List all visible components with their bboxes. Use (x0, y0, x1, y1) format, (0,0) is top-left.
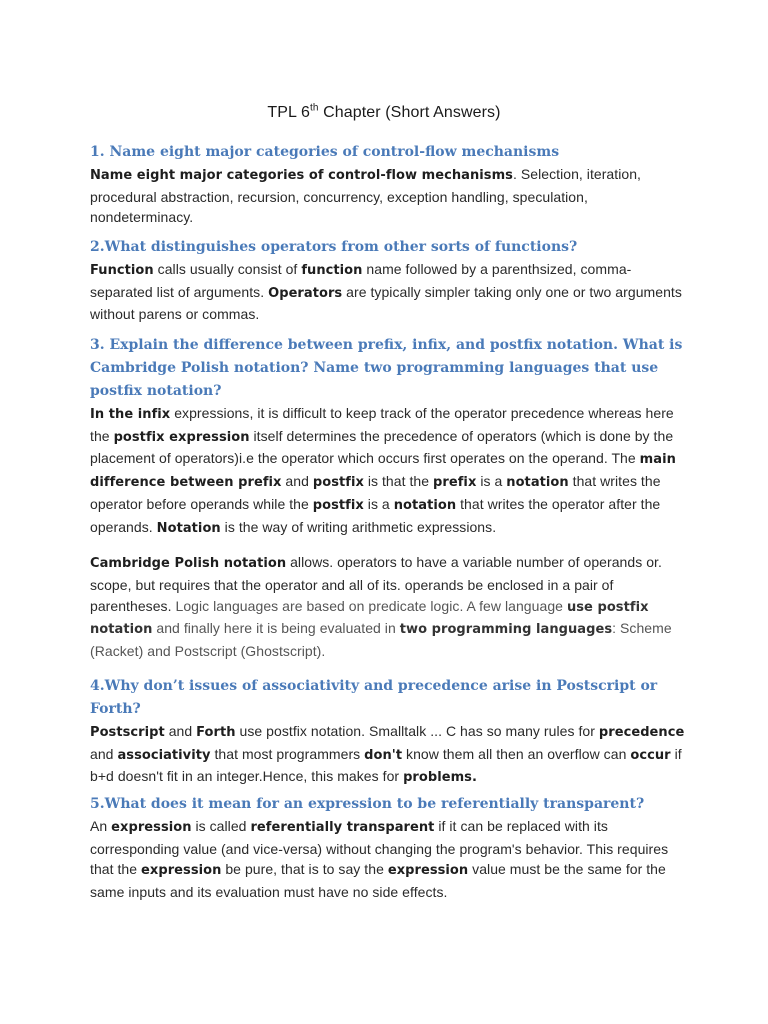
answer-paragraph (90, 403, 690, 539)
bold-term: problems. (403, 770, 477, 786)
text-run: itself determines the precedence of operators (which is done by the placement of operators)i.e the operator which occurs first operates on the operand. The (90, 427, 674, 467)
bold-term: main difference between prefix (90, 452, 676, 491)
bold-term: postfix (312, 497, 364, 513)
muted-text (152, 620, 399, 636)
answer-paragraph (90, 721, 690, 789)
title-main: TPL 6 (267, 104, 310, 121)
title-rest: Chapter (Short Answers) (318, 104, 501, 121)
title-superscript: th (310, 102, 319, 114)
text-run: and (164, 723, 197, 739)
text-run: and (281, 473, 313, 490)
section-2 (90, 236, 690, 325)
answer-paragraph (90, 259, 690, 325)
question-heading: 2.What distinguishes operators from other sorts of functions? (90, 239, 578, 255)
bold-term: Forth (196, 725, 236, 740)
text-run: value must be the same for the same inputs and its evaluation must have no side effects. (90, 861, 666, 901)
question-heading: 4.Why don’t issues of associativity and precedence arise in Postscript or Forth? (90, 678, 658, 717)
text-run: : Scheme (Racket) and Postscript (Ghostscript). (90, 620, 672, 660)
text-run: know them all then an overflow can (402, 745, 631, 762)
text-run: that writes the operator before operands while the (90, 473, 661, 512)
section-5 (90, 793, 690, 903)
answer-paragraph (90, 816, 690, 903)
bold-term: occur (630, 747, 671, 763)
bold-term: use postfix notation (90, 599, 649, 638)
text-run: allows. operators to have a variable number of operands or. scope, but requires that the operator and all of its. operands be enclosed in a pair of parentheses. (90, 554, 662, 614)
section-1 (90, 141, 690, 228)
question-heading: 3. Explain the difference between prefix, infix, and postfix notation. What is Cambridge Polish notation? Name two programming languages that use postfix notation? (90, 337, 683, 399)
bold-term: Function (90, 263, 154, 278)
text-run: if it can be replaced with its corresponding value (and vice-versa) without changing the program's behavior. This requires that the (90, 818, 669, 878)
bold-term: associativity (117, 747, 211, 763)
section-3 (90, 334, 690, 662)
answer-paragraph (90, 552, 690, 662)
bold-term: postfix expression (113, 429, 250, 445)
bold-term: expression (387, 863, 469, 879)
text-run: . Selection, iteration, procedural abstraction, recursion, concurrency, exception handling, speculation, nondeterminacy. (90, 166, 641, 226)
bold-term: expression (111, 820, 192, 835)
muted-text (175, 598, 566, 614)
text-run: if b+d doesn't fit in an integer.Hence, this makes for (90, 745, 682, 785)
bold-term: In the infix (90, 407, 171, 422)
section-4 (90, 675, 690, 789)
bold-term: expression (141, 863, 222, 879)
bold-term: notation (506, 475, 569, 491)
text-run: use postfix notation. Smalltalk ... C has so many rules for (235, 723, 599, 739)
text-run: that most programmers (210, 745, 365, 762)
text-run: calls usually consist of (153, 261, 302, 277)
text-run: Logic languages are based on predicate logic. A few language (175, 597, 567, 614)
bold-term: postfix (312, 475, 364, 491)
bold-term: function (301, 263, 363, 278)
page-title (0, 104, 768, 122)
bold-term: prefix (433, 475, 477, 491)
text-run: An (90, 818, 112, 834)
bold-term: Cambridge Polish notation (90, 556, 287, 572)
text-run: is called (191, 818, 251, 834)
muted-text (400, 620, 612, 636)
text-run: expressions, it is difficult to keep track of the operator precedence whereas here the (90, 405, 674, 444)
bold-term: Notation (156, 520, 221, 536)
text-run: name followed by a parenthsized, comma-separated list of arguments. (90, 261, 632, 300)
bold-term: referentially transparent (250, 820, 435, 835)
bold-term: notation (393, 497, 457, 513)
bold-term: two programming languages (399, 622, 613, 638)
text-run: and (90, 745, 118, 762)
bold-term: precedence (598, 725, 685, 740)
bold-term: Postscript (90, 725, 165, 740)
text-run: are typically simpler taking only one or two arguments without parens or commas. (90, 283, 682, 323)
bold-term: Name eight major categories of control-flow mechanisms (90, 168, 513, 183)
question-heading: 1. Name eight major categories of control-flow mechanisms (90, 144, 560, 160)
bold-term: Operators (268, 285, 343, 301)
text-run: that writes the operator after the operands. (90, 495, 661, 535)
question-heading: 5.What does it mean for an expression to be referentially transparent? (90, 796, 645, 812)
text-run: is the way of writing arithmetic expressions. (220, 518, 497, 535)
answer-paragraph (90, 164, 690, 228)
bold-term: don't (364, 747, 403, 763)
text-run: is that the (363, 473, 434, 490)
text-run: is a (476, 473, 507, 490)
text-run: be pure, that is to say the (221, 861, 388, 878)
text-run: is a (363, 495, 394, 512)
text-run: and finally here it is being evaluated in (152, 620, 400, 637)
